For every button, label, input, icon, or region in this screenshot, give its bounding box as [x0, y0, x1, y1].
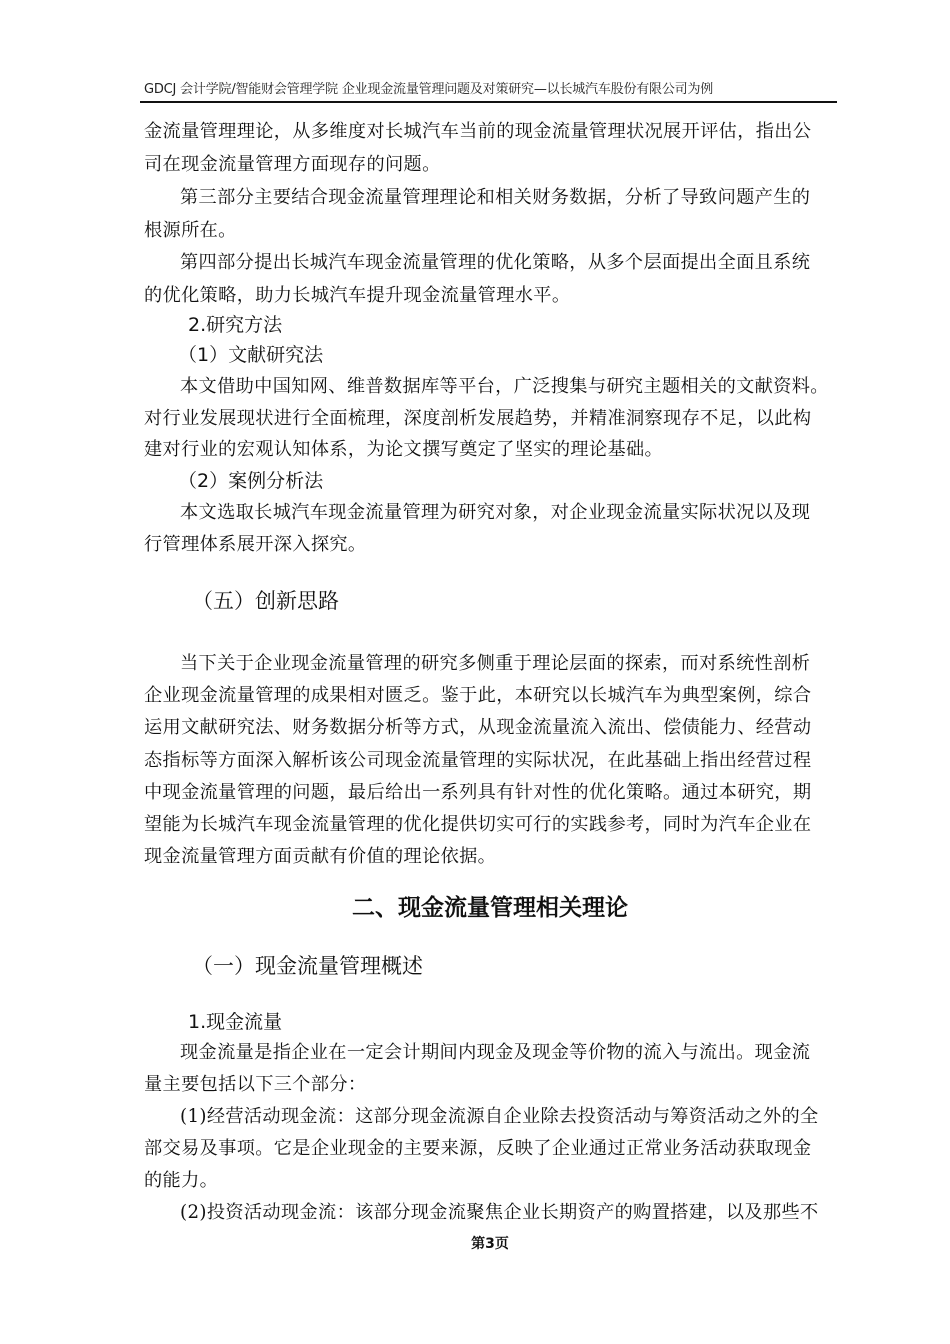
- body-line: 部交易及事项。它是企业现金的主要来源，反映了企业通过正常业务活动获取现金: [144, 1138, 812, 1159]
- body-line: (2)投资活动现金流：该部分现金流聚焦企业长期资产的购置搭建，以及那些不: [180, 1202, 819, 1223]
- heading-innovation: （五）创新思路: [192, 589, 339, 613]
- page-number: 第3页: [471, 1236, 509, 1252]
- body-line: 现金流量是指企业在一定会计期间内现金及现金等价物的流入与流出。现金流: [180, 1042, 811, 1063]
- body-line: 本文选取长城汽车现金流量管理为研究对象，对企业现金流量实际状况以及现: [180, 502, 811, 523]
- body-line: 的能力。: [144, 1170, 219, 1191]
- body-line: 行管理体系展开深入探究。: [144, 534, 367, 555]
- body-line: 金流量管理理论，从多维度对长城汽车当前的现金流量管理状况展开评估，指出公: [144, 121, 812, 142]
- body-line: 企业现金流量管理的成果相对匮乏。鉴于此，本研究以长城汽车为典型案例，综合: [144, 685, 812, 706]
- heading-research-methods: 2.研究方法: [188, 314, 283, 336]
- heading-literature-method: （1）文献研究法: [178, 344, 324, 366]
- body-line: 第四部分提出长城汽车现金流量管理的优化策略，从多个层面提出全面且系统: [180, 252, 811, 273]
- heading-case-method: （2）案例分析法: [178, 470, 324, 492]
- heading-cash-flow: 1.现金流量: [188, 1011, 283, 1033]
- body-line: 建对行业的宏观认知体系，为论文撰写奠定了坚实的理论基础。: [144, 439, 664, 460]
- body-line: 中现金流量管理的问题，最后给出一系列具有针对性的优化策略。通过本研究，期: [144, 782, 812, 803]
- body-line: 量主要包括以下三个部分：: [144, 1074, 367, 1095]
- body-line: 根源所在。: [144, 220, 237, 241]
- body-line: 运用文献研究法、财务数据分析等方式，从现金流量流入流出、偿债能力、经营动: [144, 717, 812, 738]
- heading-overview: （一）现金流量管理概述: [192, 954, 423, 978]
- body-line: 第三部分主要结合现金流量管理理论和相关财务数据，分析了导致问题产生的: [180, 187, 811, 208]
- body-line: 望能为长城汽车现金流量管理的优化提供切实可行的实践参考，同时为汽车企业在: [144, 814, 812, 835]
- running-header: GDCJ 会计学院/智能财会管理学院 企业现金流量管理问题及对策研究—以长城汽车股份有限公司为例: [144, 82, 714, 97]
- body-line: 态指标等方面深入解析该公司现金流量管理的实际状况，在此基础上指出经营过程: [144, 750, 812, 771]
- body-line: 现金流量管理方面贡献有价值的理论依据。: [144, 846, 497, 867]
- body-line: 本文借助中国知网、维普数据库等平台，广泛搜集与研究主题相关的文献资料。: [180, 376, 829, 397]
- chapter-title: 二、现金流量管理相关理论: [352, 895, 628, 921]
- header-divider: [140, 101, 837, 103]
- body-line: 对行业发展现状进行全面梳理，深度剖析发展趋势，并精准洞察现存不足，以此构: [144, 408, 812, 429]
- body-line: (1)经营活动现金流：这部分现金流源自企业除去投资活动与筹资活动之外的全: [180, 1106, 819, 1127]
- body-line: 司在现金流量管理方面现存的问题。: [144, 154, 441, 175]
- body-line: 当下关于企业现金流量管理的研究多侧重于理论层面的探索，而对系统性剖析: [180, 653, 811, 674]
- body-line: 的优化策略，助力长城汽车提升现金流量管理水平。: [144, 285, 571, 306]
